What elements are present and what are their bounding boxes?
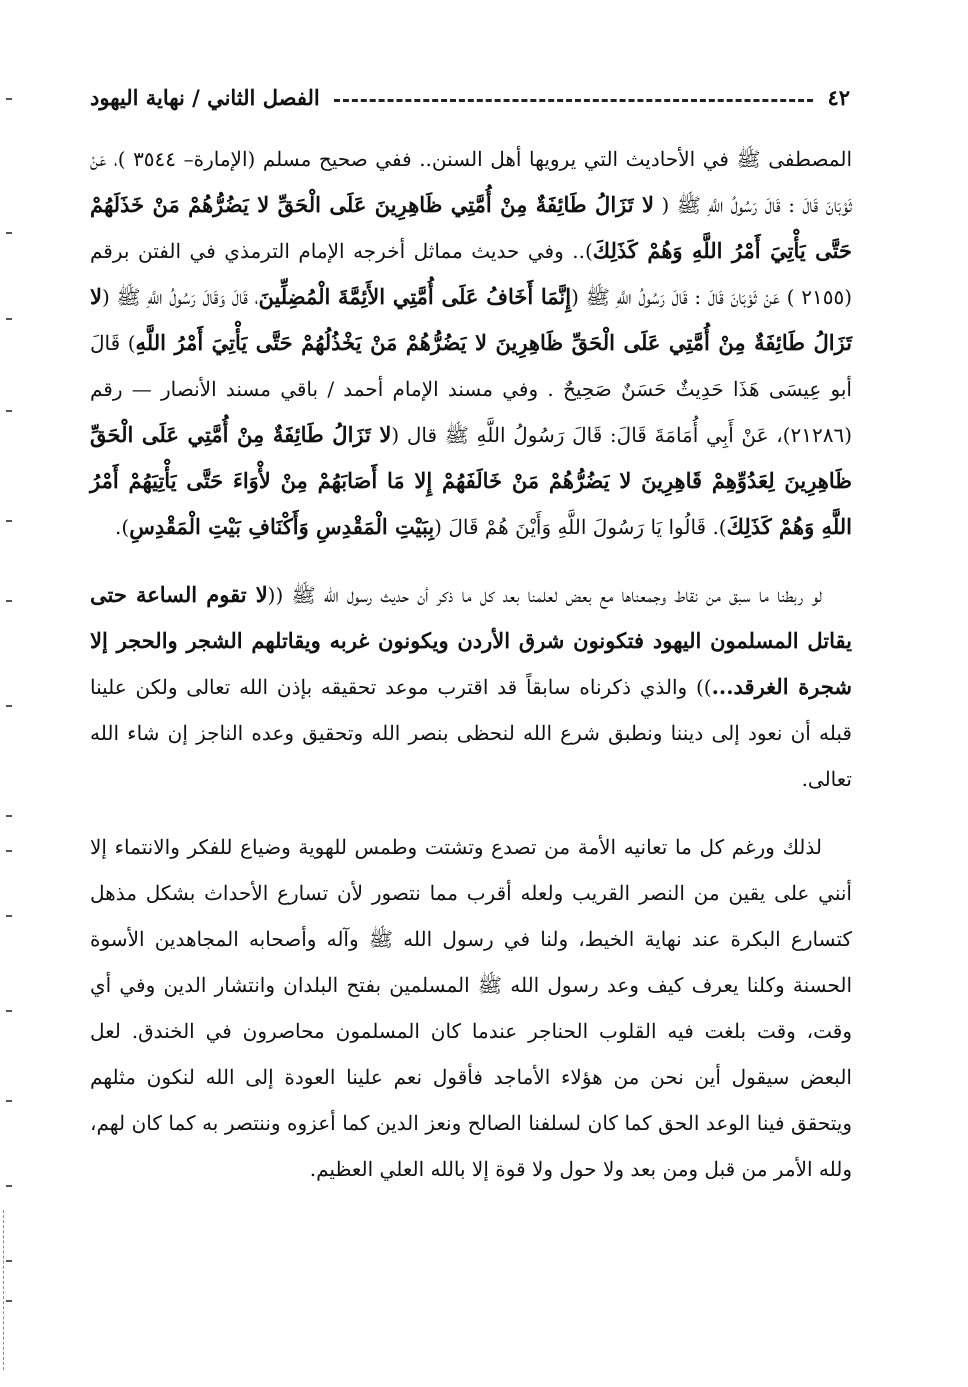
body-text-segment: لذلك ورغم كل ما تعانيه الأمة من تصدع وتشتت وطمس للهوية وضياع للفكر والانتماء إلا أنني على يقين من النصر القريب ولعله أقرب مما نتصور لأن تسارع الأحداث بشكل مذهل كتسارع البكرة عند نهاية الخيط، ولنا في رسول الله ﷺ وآله وأصحابه المجاهدين الأسوة الحسنة وكلنا يعرف كيف وعد رسول الله ﷺ المسلمين بفتح البلدان وانتشار الدين وفي أي وقت، وقت بلغت فيه القلوب الحناجر عندما كان المسلمون محاصرون في الخندق. لعل البعض سيقول أين نحن من هؤلاء الأماجد فأقول نعم علينا العودة إلى الله لنكون مثلهم ويتحقق فينا الوعد الحق كما كان لسلفنا الصالح ونعز الدين كما أعزوه وننتصر به كما كان لهم، ولله الأمر من قبل ومن بعد ولا حول ولا قوة إلا بالله العلي العظيم. — [90, 835, 852, 1181]
body-text-segment: ). — [115, 515, 130, 539]
body-text-segment: ) قَالَ أبو عِيسَى هَذَا حَدِيثٌ حَسَنٌ صَحِيحٌ . وفي مسند الإمام أحمد / باقي مسند الأنصار — رقم (٢١٢٨٦)، عَنْ أَبِي أُمَامَةَ قَالَ: قَالَ رَسُولُ اللَّهِ ﷺ قال ( — [90, 331, 852, 447]
hadith-quote-text: بِبَيْتِ الْمَقْدِسِ وَأَكْنَافِ بَيْتِ الْمَقْدِسِ — [129, 514, 435, 539]
running-title: الفصل الثاني / نهاية اليهود — [90, 84, 320, 110]
body-text — [90, 136, 852, 1214]
body-text-segment: ).. وفي حديث مماثل أخرجه الإمام الترمذي في الفتن برقم (٢١٥٥ ) عَنْ ثَوْبَانَ قَالَ : قَالَ رَسُولُ اللَّهِ ﷺ ( — [90, 239, 852, 309]
hadith-quote-text: لا تَزَالُ طَائِفَةٌ مِنْ أُمَّتِي عَلَى الْحَقِّ ظَاهِرِينَ لا يَضُرُّهُمْ مَنْ يَخْذُلُهُمْ حَتَّى يَأْتِيَ أَمْرُ اللَّهِ — [90, 284, 852, 355]
body-text-segment: المصطفى ﷺ في الأحاديث التي يرويها أهل السنن.. ففي صحيح مسلم (الإمارة– ٣٥٤٤ )، عَنْ ثَوْبَانَ قَالَ : قَالَ رَسُولُ اللَّهِ ﷺ ( — [90, 147, 852, 217]
body-text-segment: لو ربطنا ما سبق من نقاط وجمعناها مع بعض لعلمنا بعد كل ما ذكر أن حديث رسول الله ﷺ (( — [267, 583, 822, 607]
body-text-segment: ، قَالَ وَقَالَ رَسُولُ اللَّهِ ﷺ ( — [101, 285, 259, 309]
paragraph-gharqad-hadith — [90, 572, 852, 802]
hadith-quote-text: لا تَزَالُ طَائِفَةٌ مِنْ أُمَّتِي عَلَى الْحَقِّ ظَاهِرِينَ لِعَدُوِّهِمْ قَاهِرِينَ لا يَضُرُّهُمْ مَنْ خَالَفَهُمْ إِلا مَا أَصَابَهُمْ مِنْ لأْوَاءَ حَتَّى يَأْتِيَهُمْ أَمْرُ اللَّهِ وَهُمْ كَذَلِكَ — [90, 422, 852, 539]
paragraph-hadith-citations — [90, 136, 852, 550]
page-header — [90, 80, 850, 114]
body-text-segment: ). قَالُوا يَا رَسُولَ اللَّهِ وَأَيْنَ هُمْ قَالَ ( — [434, 515, 727, 539]
page-number: ٤٢ — [827, 84, 850, 110]
paragraph-conclusion — [90, 824, 852, 1192]
hadith-quote-text: لا تَزَالُ طَائِفَةٌ مِنْ أُمَّتِي ظَاهِرِينَ عَلَى الْحَقِّ لا يَضُرُّهُمْ مَنْ خَذَلَهُمْ حَتَّى يَأْتِيَ أَمْرُ اللَّهِ وَهُمْ كَذَلِكَ — [90, 192, 853, 263]
scan-edge-marks — [0, 0, 40, 1387]
scan-edge-line — [3, 1210, 5, 1370]
hadith-quote-text: لا تقوم الساعة حتى يقاتل المسلمون اليهود فتكونون شرق الأردن ويكونون غربه ويقاتلهم الشجر والحجر إلا شجرة الغرقد... — [90, 582, 853, 699]
hadith-quote-text: إِنَّمَا أَخَافُ عَلَى أُمَّتِي الأَئِمَّةَ الْمُضِلِّينَ — [258, 284, 572, 309]
body-text-segment: )) والذي ذكرناه سابقاً قد اقترب موعد تحقيقه بإذن الله تعالى ولكن علينا قبله أن نعود إلى ديننا ونطبق شرع الله لنحظى بنصر الله وتحقيق وعده الناجز إن شاء الله تعالى. — [90, 675, 852, 791]
header-dashed-rule — [334, 99, 814, 102]
